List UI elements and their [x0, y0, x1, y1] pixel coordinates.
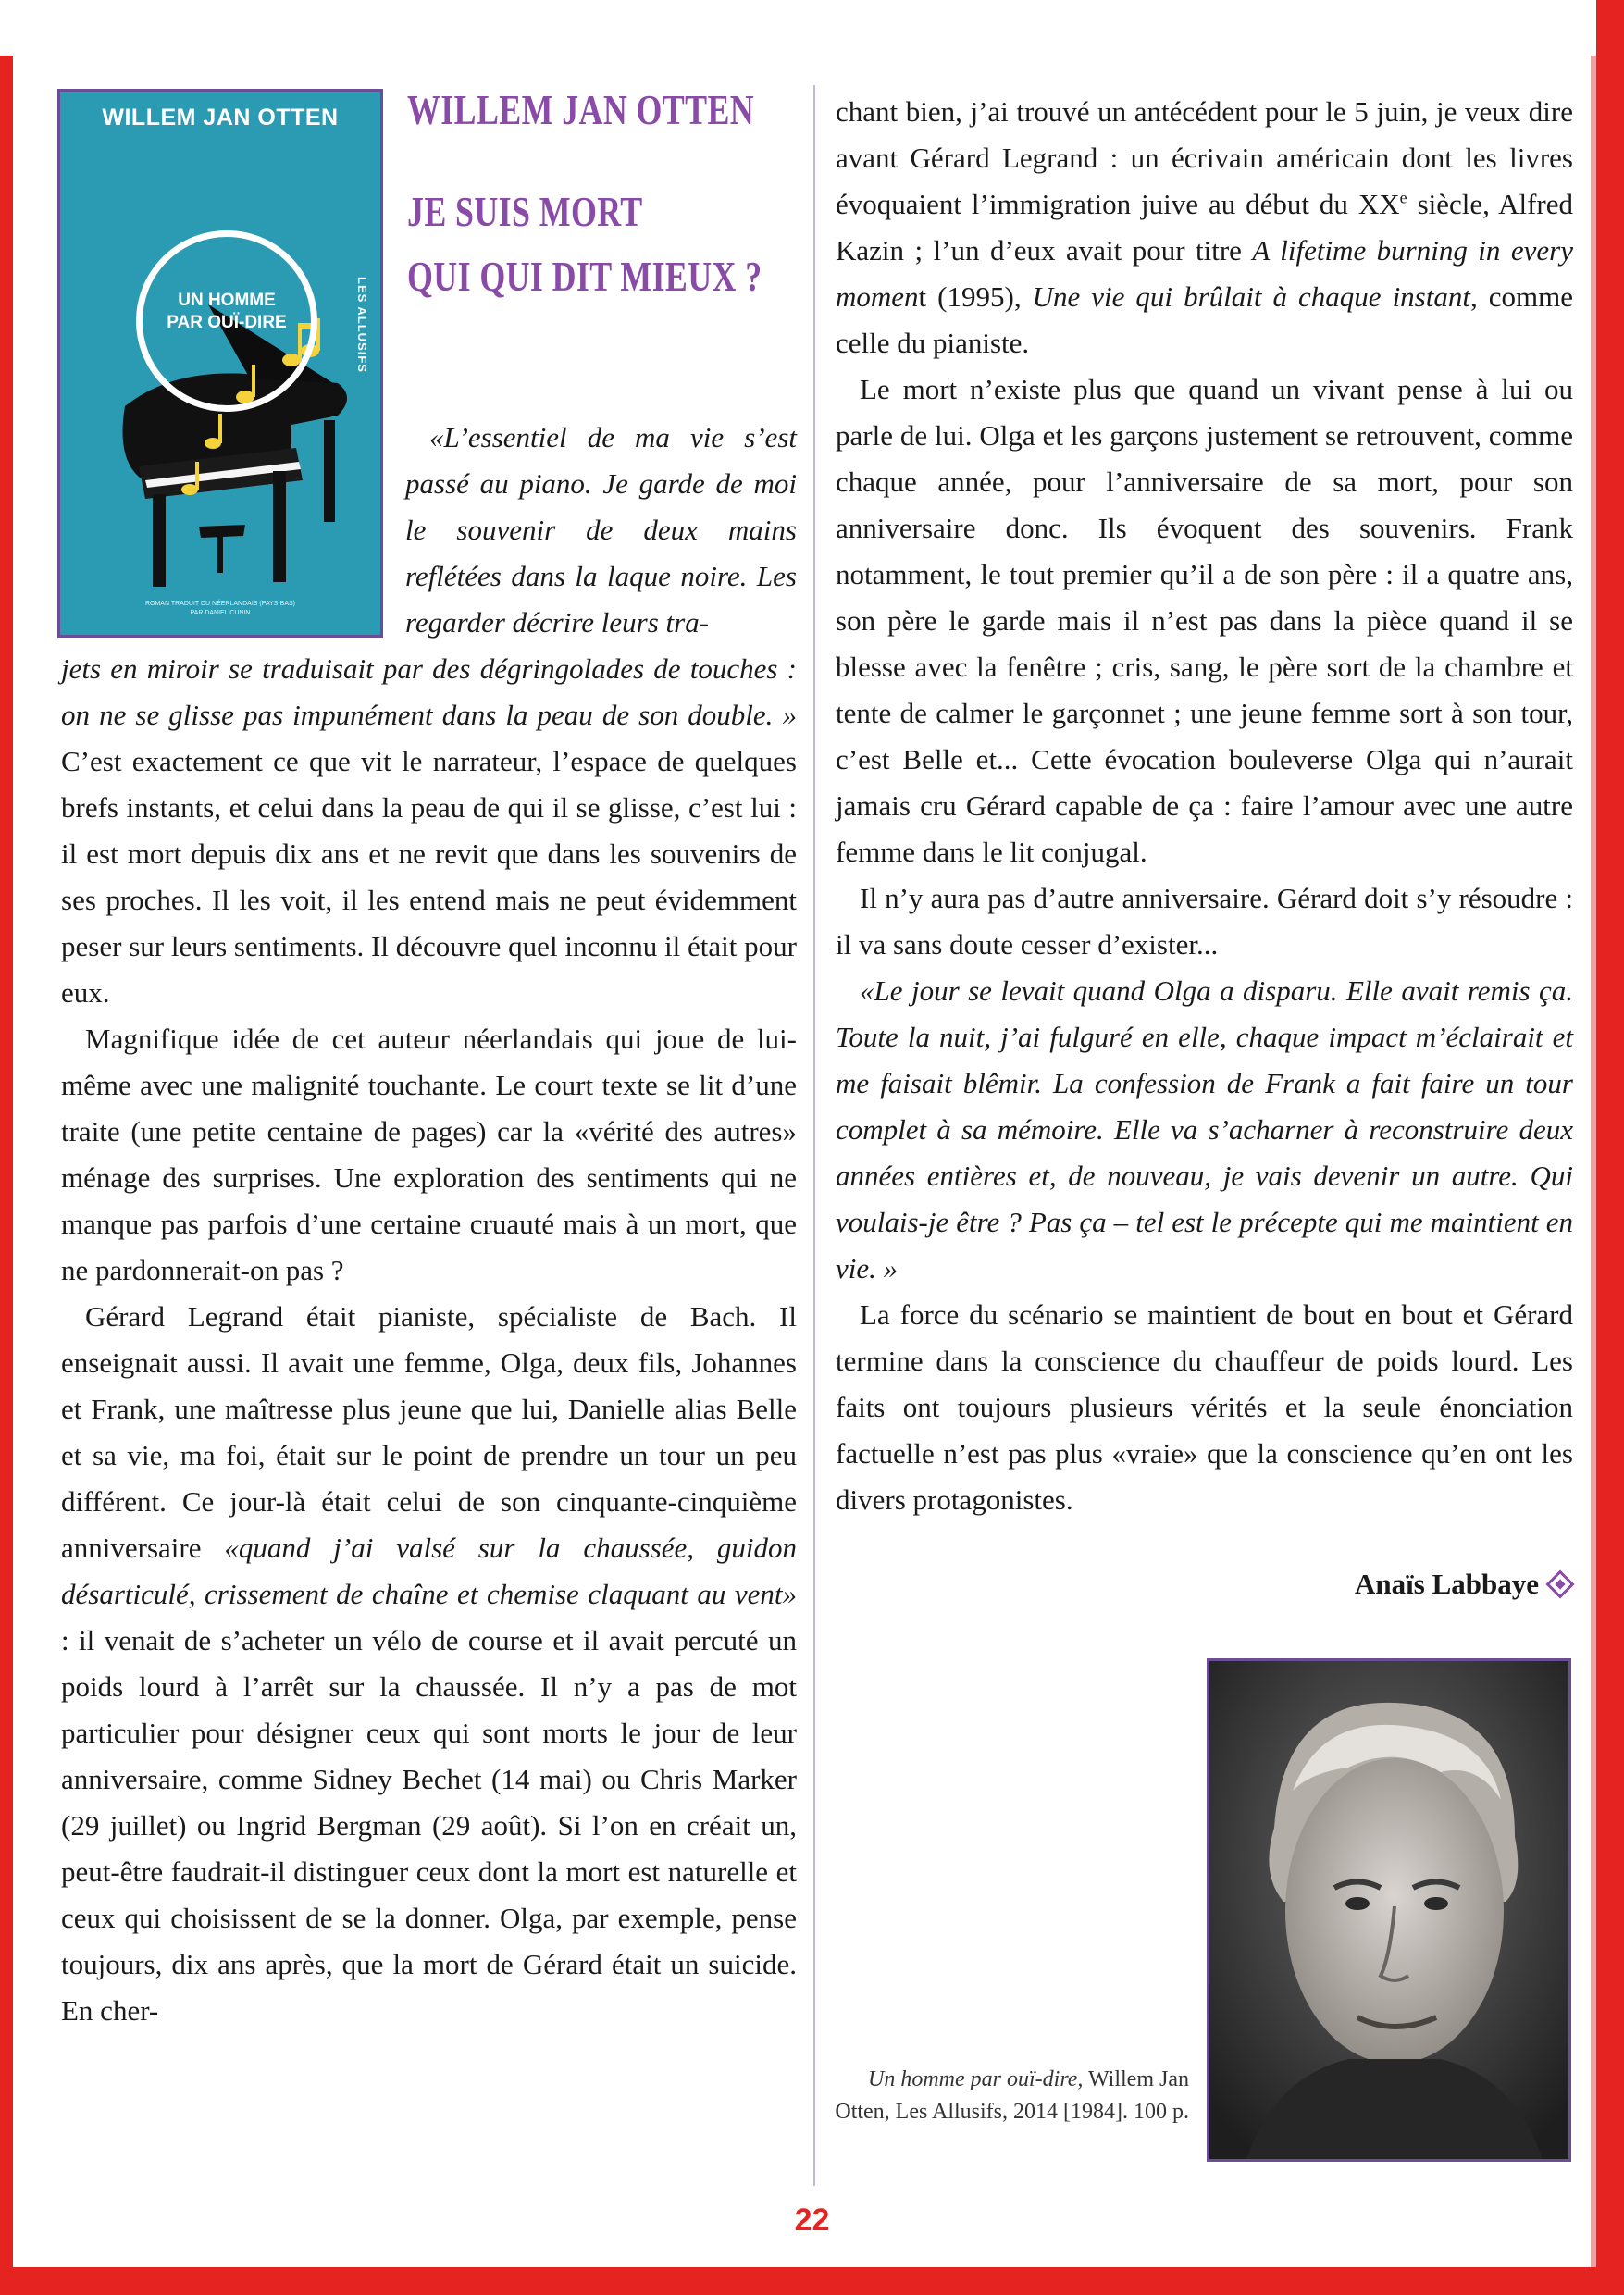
paragraph: Gérard Legrand était pianiste, spécialiste de Bach. Il enseignait aussi. Il avait une femme, Olga, deux fils, Johannes et Frank, une maîtresse plus jeune que lui, Danielle alias Belle et sa vie, ma foi, était sur le point de prendre un tour un peu différent. Ce jour-là était celui de son cinquante-cinquième anniversaire «quand j’ai valsé sur la chaussée, guidon désarticulé, crissement de chaîne et chemise claquant au vent» : il venait de s’acheter un vélo de course et il avait percuté un poids lourd à l’arrêt sur la chaussée. Il n’y a pas de mot particulier pour désigner ceux qui sont morts le jour de leur anniversaire, comme Sidney Bechet (14 mai) ou Chris Marker (29 juillet) ou Ingrid Bergman (29 août). Si l’on en créait un, peut-être faudrait-il distinguer ceux dont la mort est naturelle et ceux qui choisissent de se la donner. Olga, par exemple, pense toujours, dix ans après, que la mort de Gérard était un suicide. En cher- [61, 1300, 797, 2027]
author-signature: Anaïs Labbaye [1355, 1568, 1570, 1601]
photo-caption: Un homme par ouï-dire, Willem Jan Otten, Les Allusifs, 2014 [1984]. 100 p. [835, 2067, 1189, 2124]
paragraph: chant bien, j’ai trouvé un antécédent pour le 5 juin, je veux dire avant Gérard Legrand : un écrivain américain dont les livres évoquaient l’immigration juive au début du XXe siècle, Alfred Kazin ; l’un d’eux avait pour titre A lifetime burning in every moment (1995), Une vie qui brûlait à chaque instant, comme celle du pianiste. [836, 95, 1574, 359]
page-frame-bottom [0, 2267, 1624, 2295]
column-divider [813, 85, 815, 2186]
paragraph: La force du scénario se maintient de bout en bout et Gérard termine dans la conscience du chauffeur de poids lourd. Les faits ont toujours plusieurs vérités et la seule énonciation factuelle n’est pas plus «vraie» que la conscience qu’en ont les divers protagonistes. [836, 1298, 1573, 1516]
paragraph: Magnifique idée de cet auteur néerlandais qui joue de lui-même avec une malignité touchante. Le court texte se lit d’une traite (une petite centaine de pages) car la «vérité des autres» ménage des surprises. Une exploration des sentiments qui ne manque pas parfois d’une certaine cruauté mais à un mort, que ne pardonnerait-on pas ? [61, 1023, 797, 1286]
book-cover-image [57, 89, 383, 638]
cover-title: UN HOMME PAR OUÏ-DIRE [167, 291, 287, 332]
left-column [61, 646, 797, 2034]
paragraph: Il n’y aura pas d’autre anniversaire. Gérard doit s’y résoudre : il va sans doute cesser d’exister... [836, 882, 1573, 961]
article-title-line1: JE SUIS MORT [407, 188, 643, 235]
right-column [836, 89, 1573, 1523]
paragraph: jets en miroir se traduisait par des dégringolades de touches : on ne se glisse pas impunément dans la peau de son double. » C’est exactement ce que vit le narrateur, l’espace de quelques brefs instants, et celui dans la peau de qui il se glisse, c’est lui : il est mort depuis dix ans et ne revit que dans les souvenirs de ses proches. Il les voit, il les entend mais ne peut évidemment peser sur leurs sentiments. Il découvre quel inconnu il était pour eux. [61, 652, 797, 1009]
portrait-illustration [1209, 1661, 1568, 2159]
page-frame-left [0, 56, 13, 2295]
page-frame-right-shadow [1591, 56, 1596, 2267]
page-number: 22 [794, 2202, 830, 2238]
author-photo [1207, 1658, 1571, 2162]
diamond-icon [1545, 1569, 1574, 1598]
cover-credit: ROMAN TRADUIT DU NÉERLANDAIS (PAYS-BAS) PAR DANIEL CUNIN [144, 601, 296, 616]
paragraph: Le mort n’existe plus que quand un vivant pense à lui ou parle de lui. Olga et les garçons justement se retrouvent, comme chaque année, pour l’anniversaire de sa mort, pour son anniversaire donc. Ils évoquent des souvenirs. Frank notamment, le tout premier qu’il a de son père : il a quatre ans, son père le garde mais il n’est pas dans la pièce quand il se blesse avec la fenêtre ; cris, sang, le père sort de la chambre et tente de calmer le garçonnet ; une jeune femme sort à son tour, c’est Belle et... Cette évocation bouleverse Olga qui n’aurait jamais cru Gérard capable de ça : faire l’amour avec une autre femme dans le lit conjugal. [836, 373, 1573, 868]
page-frame-right [1596, 0, 1624, 2295]
article-title-line2: QUI QUI DIT MIEUX ? [407, 253, 762, 300]
cover-publisher: LES ALLUSIFS [355, 277, 369, 373]
cover-author: WILLEM JAN OTTEN [102, 105, 339, 130]
intro-quote: «L’essentiel de ma vie s’est passé au piano. Je garde de moi le souvenir de deux mains reflétées dans la laque noire. Les regarder décrire leurs tra- [405, 421, 797, 639]
paragraph: «Le jour se levait quand Olga a disparu. Elle avait remis ça. Toute la nuit, j’ai fulguré en elle, chaque impact m’éclairait et me faisait blêmir. La confession de Frank a fait faire un tour complet à sa mémoire. Elle va s’acharner à reconstruire deux années entières et, de nouveau, je vais devenir un autre. Qui voulais-je être ? Pas ça – tel est le précepte qui me maintient en vie. » [836, 974, 1573, 1284]
article-author-heading: WILLEM JAN OTTEN [407, 86, 755, 133]
